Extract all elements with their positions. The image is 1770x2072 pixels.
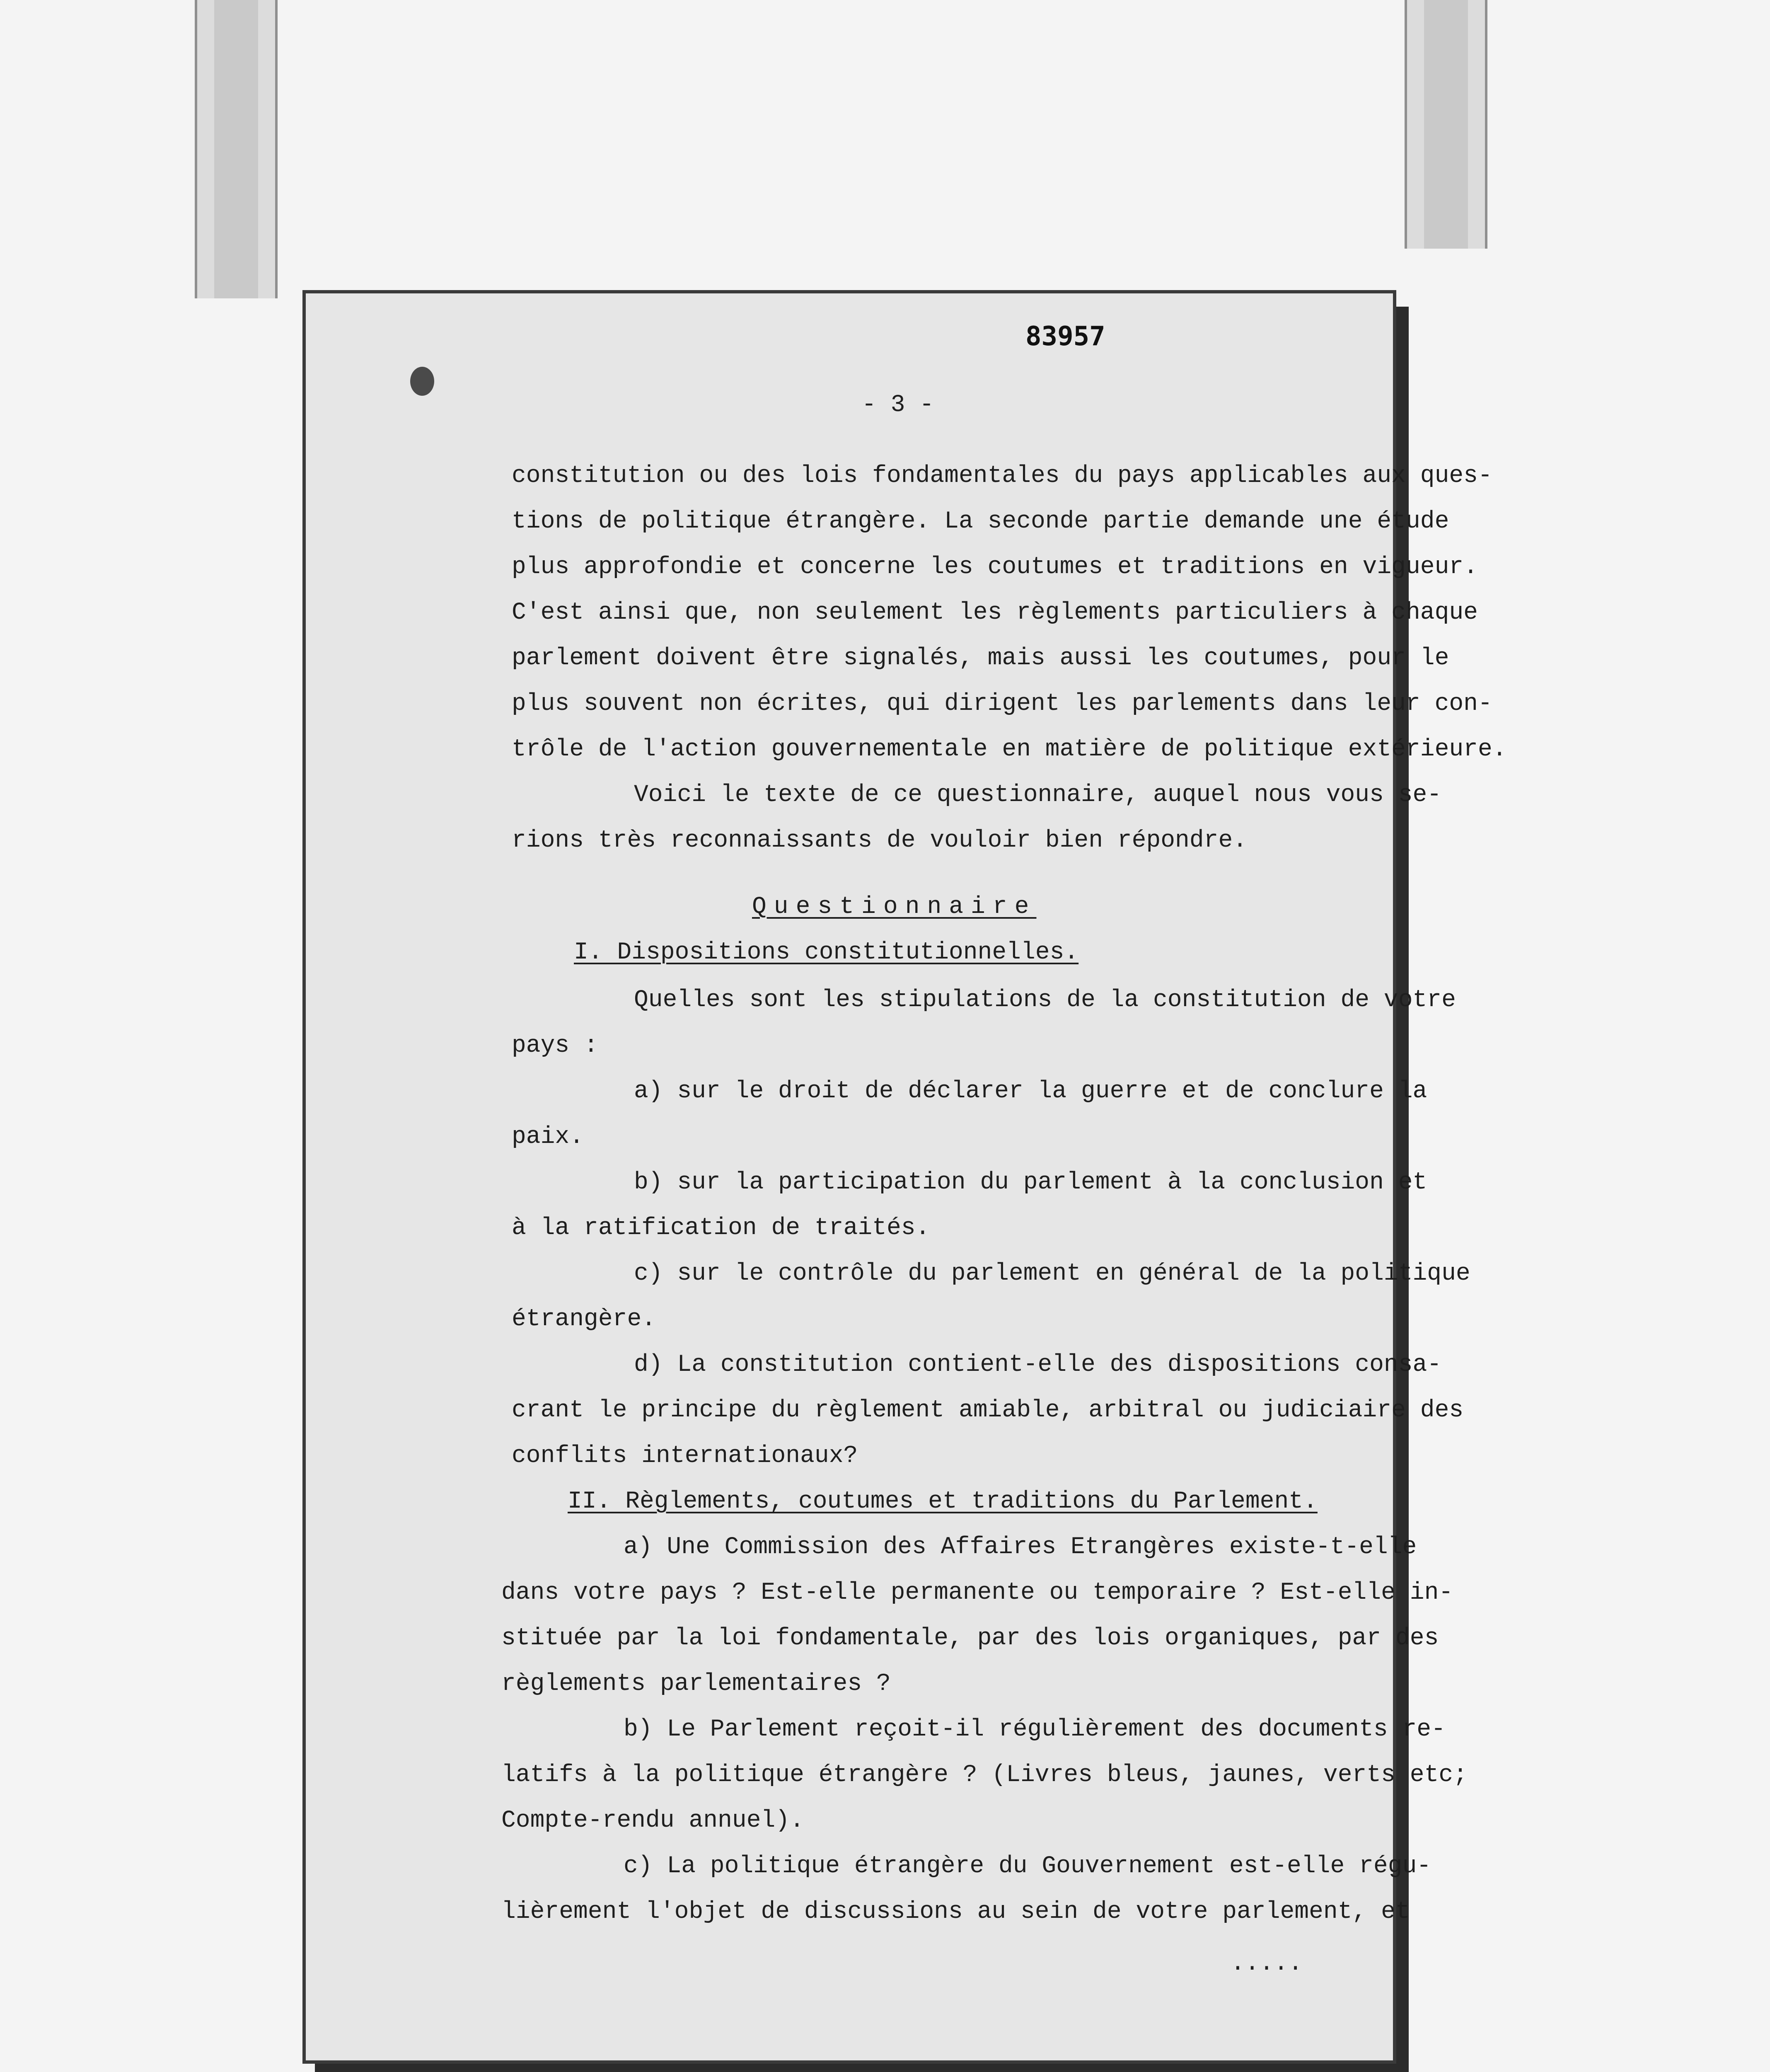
punch-hole [410, 367, 434, 396]
text-line: stituée par la loi fondamentale, par des lois organiques, par des [501, 1625, 1439, 1652]
text-line: trôle de l'action gouvernementale en matière de politique extérieure. [512, 736, 1507, 763]
text-line: plus souvent non écrites, qui dirigent les parlements dans leur con- [512, 690, 1492, 717]
text-line: a) sur le droit de déclarer la guerre et de conclure la [634, 1078, 1427, 1105]
text-line: rions très reconnaissants de vouloir bien répondre. [512, 827, 1248, 854]
section-heading-reglements: II. Règlements, coutumes et traditions du Parlement. [568, 1488, 1318, 1515]
text-line: paix. [512, 1123, 584, 1150]
text-line: d) La constitution contient-elle des dispositions consa- [634, 1351, 1442, 1378]
text-line: b) Le Parlement reçoit-il régulièrement des documents re- [624, 1716, 1446, 1743]
text-line: parlement doivent être signalés, mais aussi les coutumes, pour le [512, 645, 1449, 672]
text-line: conflits internationaux? [512, 1443, 858, 1469]
document-number: 83957 [1025, 321, 1105, 352]
text-line: b) sur la participation du parlement à la conclusion et [634, 1169, 1427, 1196]
text-line: plus approfondie et concerne les coutumes et traditions en vigueur. [512, 554, 1478, 581]
text-line: crant le principe du règlement amiable, arbitral ou judiciaire des [512, 1397, 1464, 1424]
text-line: C'est ainsi que, non seulement les règlements particuliers à chaque [512, 599, 1478, 626]
text-line: Voici le texte de ce questionnaire, auquel nous vous se- [634, 782, 1442, 808]
text-line: a) Une Commission des Affaires Etrangères existe-t-elle [624, 1534, 1417, 1561]
page-number: - 3 - [862, 392, 934, 419]
text-line: règlements parlementaires ? [501, 1670, 891, 1697]
continuation-dots: ..... [1231, 1950, 1303, 1977]
text-line: étrangère. [512, 1306, 656, 1333]
text-line: Compte-rendu annuel). [501, 1807, 804, 1834]
text-line: constitution ou des lois fondamentales du pays applicables aux ques- [512, 462, 1492, 489]
section-heading-dispositions: I. Dispositions constitutionnelles. [574, 939, 1079, 966]
section-title-questionnaire: Questionnaire [752, 893, 1037, 920]
text-line: pays : [512, 1032, 598, 1059]
text-line: c) La politique étrangère du Gouvernement est-elle régu- [624, 1853, 1431, 1880]
text-line: dans votre pays ? Est-elle permanente ou temporaire ? Est-elle in- [501, 1579, 1453, 1606]
text-line: à la ratification de traités. [512, 1215, 930, 1242]
mounting-tape-top-left [195, 0, 278, 298]
text-line: lièrement l'objet de discussions au sein de votre parlement, et [501, 1898, 1410, 1925]
text-line: c) sur le contrôle du parlement en général de la politique [634, 1260, 1470, 1287]
text-line: Quelles sont les stipulations de la constitution de votre [634, 987, 1456, 1014]
text-line: latifs à la politique étrangère ? (Livres bleus, jaunes, verts etc; [501, 1762, 1468, 1789]
text-line: tions de politique étrangère. La seconde partie demande une étude [512, 508, 1449, 535]
mounting-tape-top-right [1405, 0, 1487, 249]
